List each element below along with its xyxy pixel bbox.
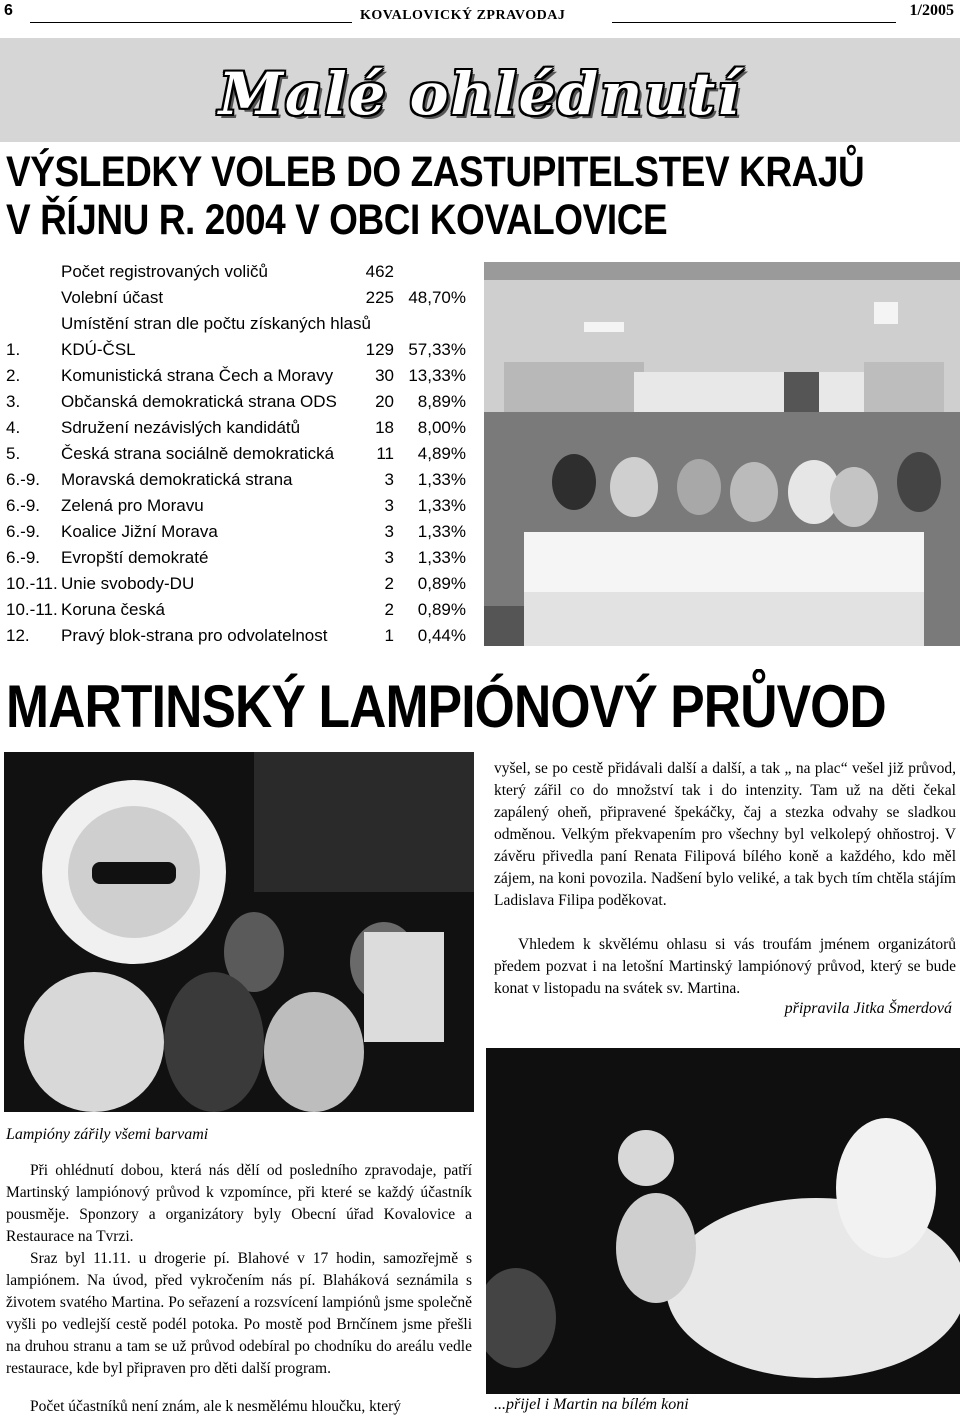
article-signature: připravila Jitka Šmerdová <box>784 1000 952 1017</box>
article-paragraph-left-1: Při ohlédnutí dobou, která nás dělí od posledního zpravodaje, patří Martinský lampiónový průvod k vzpomínce, při které se každý účastník pousměje. Sponzory a organizátory byly Obecní úřad Kovalovice a Restaurace na Tvrzi. <box>6 1162 472 1245</box>
result-pct: 1,33% <box>417 496 466 515</box>
lantern-parade-image <box>4 752 474 1112</box>
result-row <box>6 340 476 366</box>
summary-votes: 225 <box>365 288 394 307</box>
result-votes: 3 <box>384 470 394 489</box>
newsletter-title: KOVALOVICKÝ ZPRAVODAJ <box>360 8 566 23</box>
result-row <box>6 600 476 626</box>
result-votes: 18 <box>375 418 394 437</box>
result-row <box>6 392 476 418</box>
election-heading-line-2: V ŘÍJNU R. 2004 V OBCI KOVALOVICE <box>6 196 668 244</box>
horse-photo-caption: ...přijel i Martin na bílém koni <box>494 1396 689 1413</box>
result-votes: 3 <box>384 522 394 541</box>
result-rank: 6.-9. <box>6 522 41 541</box>
result-votes: 1 <box>384 626 394 645</box>
result-rank: 2. <box>6 366 21 385</box>
article-paragraph-left-2: Sraz byl 11.11. u drogerie pí. Blahové v 17 hodin, samozřejmě s lampiónem. Na úvod, před vykročením nás pí. Blaháková seznámila s životem svatého Martina. Po seřazení a rozsvícení lampiónů jsme společně vyšli po vedlejší cestě podél potoka. Po mostě pod Brnčínem jsme přešli na druhou stranu a tam se už průvod odebíral po chodníku do areálu vedle restaurace, kde byl připraven pro děti další program. <box>6 1250 472 1377</box>
result-party: Občanská demokratická strana ODS <box>61 392 337 411</box>
result-party: Koalice Jižní Morava <box>61 522 218 541</box>
lantern-photo-caption: Lampióny zářily všemi barvami <box>6 1126 209 1143</box>
result-rank: 10.-11. <box>6 600 58 619</box>
result-party: Koruna česká <box>61 600 165 619</box>
result-pct: 0,44% <box>417 626 466 645</box>
result-party: Komunistická strana Čech a Moravy <box>61 366 334 385</box>
result-party: Sdružení nezávislých kandidátů <box>61 418 301 437</box>
summary-label: Počet registrovaných voličů <box>61 262 268 281</box>
article-paragraph-right-2: Vhledem k skvělému ohlasu si vás troufám jménem organizátorů předem pozvat i na letošní Martinský lampiónový průvod, který se bude konat v listopadu na svátek sv. Martina. <box>494 936 956 997</box>
result-rank: 5. <box>6 444 21 463</box>
issue-number: 1/2005 <box>909 2 954 19</box>
article-paragraph-right-1: vyšel, se po cestě přidávali další a další, a tak „ na plac“ vešel již průvod, který zářil co do množství tak i do intenzity. Tam už na děti čekal zapálený oheň, připravené špekáčky, čaj a stezka odvahy se sladkou odměnou. Velkým překvapením pro všechny byl velkolepý ohňostroj. V závěru přivedla paní Renata Filipová bílého koně a každého, kdo měl zájem, na koni povozila. Nadšení bylo veliké, a tak bych tím chtěla stájím Ladislava Filipa poděkovat. <box>494 760 956 909</box>
summary-label: Volební účast <box>61 288 164 307</box>
result-votes: 2 <box>384 600 394 619</box>
result-party: KDÚ-ČSL <box>61 340 136 359</box>
result-pct: 1,33% <box>417 470 466 489</box>
summary-row <box>6 314 476 340</box>
result-pct: 8,89% <box>417 392 466 411</box>
election-committee-image <box>484 262 960 646</box>
result-row <box>6 522 476 548</box>
result-pct: 13,33% <box>408 366 466 385</box>
result-rank: 6.-9. <box>6 470 41 489</box>
result-rank: 4. <box>6 418 21 437</box>
section-banner <box>0 38 960 142</box>
summary-row <box>6 288 476 314</box>
result-pct: 1,33% <box>417 522 466 541</box>
page-number: 6 <box>4 2 13 19</box>
result-pct: 57,33% <box>408 340 466 359</box>
result-pct: 0,89% <box>417 574 466 593</box>
banner-title: Malé ohlédnutí <box>218 60 742 128</box>
result-row <box>6 470 476 496</box>
result-row <box>6 444 476 470</box>
result-votes: 11 <box>376 444 394 463</box>
result-party: Česká strana sociálně demokratická <box>61 444 335 463</box>
result-party: Zelená pro Moravu <box>61 496 204 515</box>
article-title: MARTINSKÝ LAMPIÓNOVÝ PRŮVOD <box>6 673 886 740</box>
result-votes: 20 <box>375 392 394 411</box>
result-party: Pravý blok-strana pro odvolatelnost <box>61 626 328 645</box>
result-votes: 30 <box>375 366 394 385</box>
election-heading-line-1: VÝSLEDKY VOLEB DO ZASTUPITELSTEV KRAJŮ <box>6 148 865 196</box>
summary-row <box>6 262 476 288</box>
result-rank: 12. <box>6 626 30 645</box>
header-rule-right <box>612 22 896 23</box>
result-pct: 1,33% <box>417 548 466 567</box>
result-votes: 129 <box>365 340 394 359</box>
result-pct: 4,89% <box>417 444 466 463</box>
result-row <box>6 496 476 522</box>
result-party: Evropští demokraté <box>61 548 209 567</box>
result-rank: 10.-11. <box>6 574 58 593</box>
result-party: Unie svobody-DU <box>61 574 195 593</box>
result-votes: 3 <box>384 496 394 515</box>
result-row <box>6 366 476 392</box>
result-row <box>6 548 476 574</box>
result-rank: 3. <box>6 392 21 411</box>
summary-label: Umístění stran dle počtu získaných hlasů <box>61 314 371 333</box>
result-row <box>6 574 476 600</box>
result-rank: 6.-9. <box>6 496 41 515</box>
horse-photo <box>486 1048 960 1394</box>
result-party: Moravská demokratická strana <box>61 470 293 489</box>
summary-votes: 462 <box>365 262 394 281</box>
result-pct: 8,00% <box>417 418 466 437</box>
election-committee-photo <box>484 262 960 646</box>
result-rank: 1. <box>6 340 21 359</box>
result-pct: 0,89% <box>417 600 466 619</box>
result-votes: 2 <box>384 574 394 593</box>
result-row <box>6 418 476 444</box>
lantern-parade-photo <box>4 752 474 1112</box>
result-rank: 6.-9. <box>6 548 41 567</box>
result-votes: 3 <box>384 548 394 567</box>
article-paragraph-left-3: Počet účastníků není znám, ale k nesmělému hloučku, který <box>30 1398 402 1415</box>
summary-pct: 48,70% <box>408 288 466 307</box>
header-rule-left <box>30 22 352 23</box>
result-row <box>6 626 476 652</box>
horse-image <box>486 1048 960 1394</box>
